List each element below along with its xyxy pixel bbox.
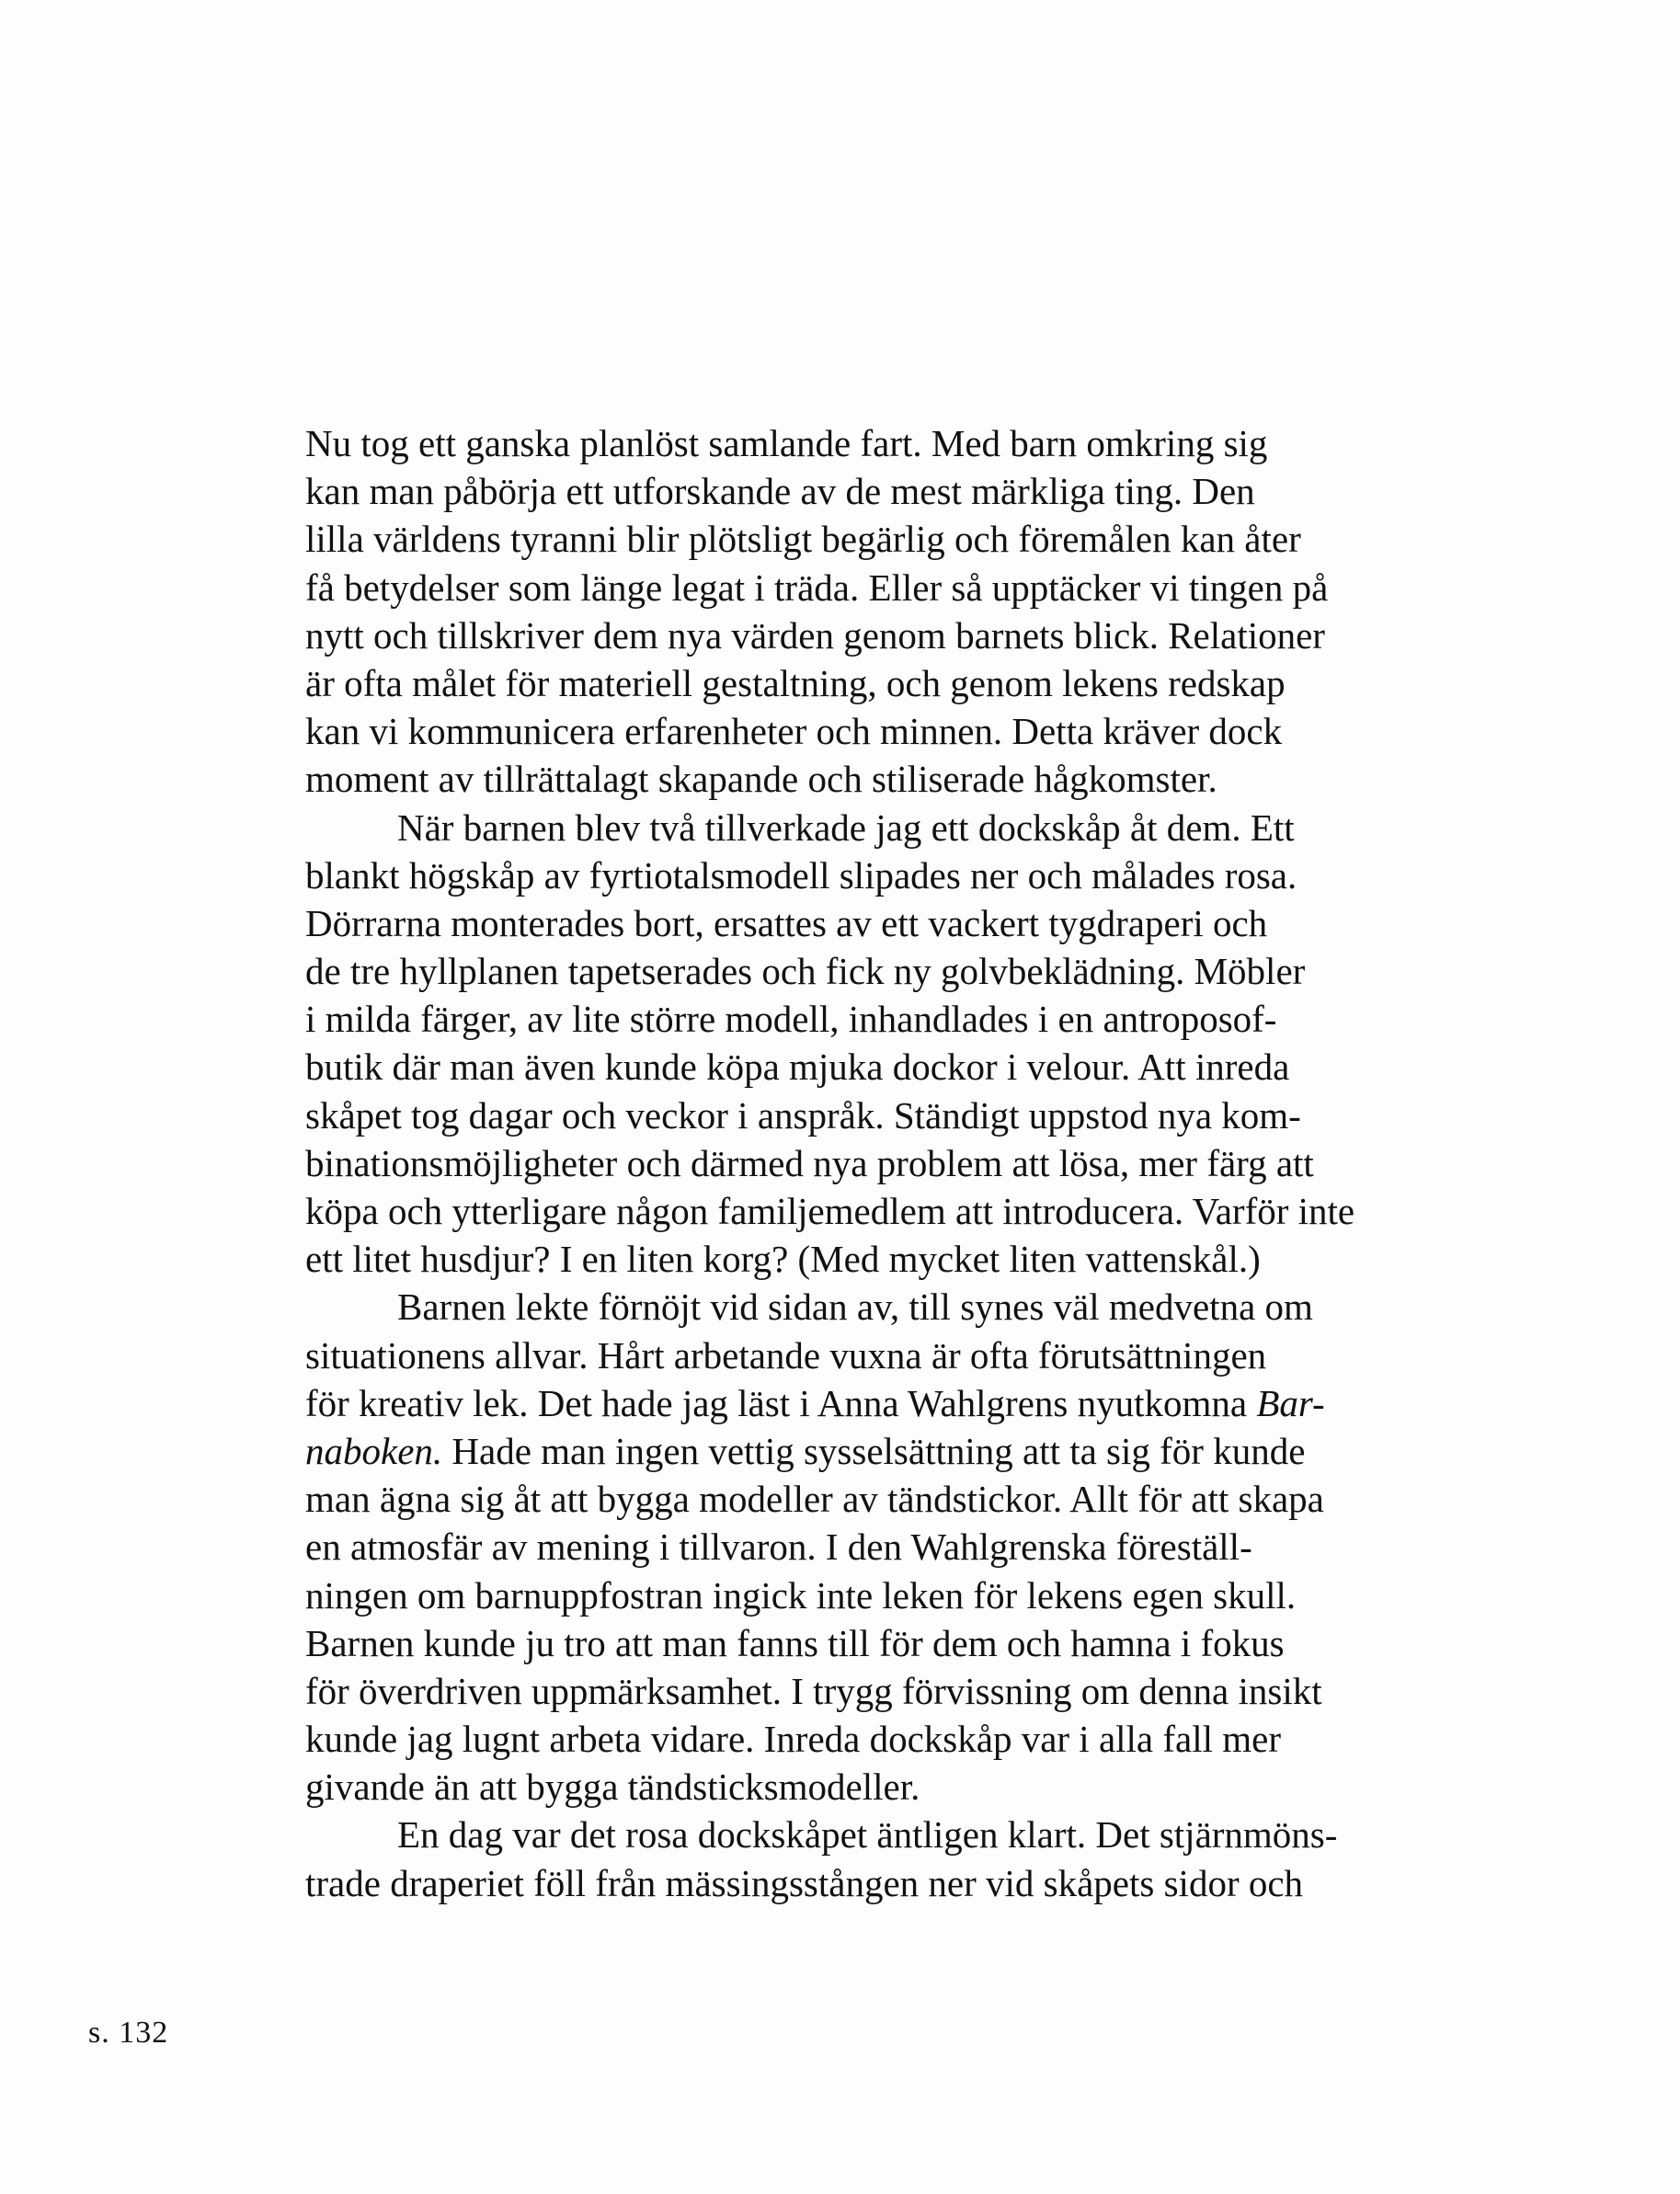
text-line: binationsmöjligheter och därmed nya problem att lösa, mer färg att: [305, 1141, 1314, 1184]
text-line: är ofta målet för materiell gestaltning, och genom lekens redskap: [305, 661, 1286, 704]
text-line: En dag var det rosa dockskåpet äntligen klart. Det stjärnmöns-: [397, 1813, 1338, 1857]
text-line: Dörrarna monterades bort, ersattes av ett vackert tygdraperi och: [305, 901, 1268, 944]
text-line: Barnen kunde ju tro att man fanns till för dem och hamna i fokus: [305, 1621, 1285, 1664]
text-line: kan vi kommunicera erfarenheter och minnen. Detta kräver dock: [305, 710, 1283, 753]
text-line: Nu tog ett ganska planlöst samlande fart. Med barn omkring sig: [305, 422, 1268, 464]
text-line: kunde jag lugnt arbeta vidare. Inreda dockskåp var i alla fall mer: [305, 1718, 1281, 1761]
text-line: i milda färger, av lite större modell, inhandlades i en antroposof-: [305, 998, 1277, 1041]
text-line: moment av tillrättalagt skapande och stiliserade hågkomster.: [305, 758, 1217, 801]
text-segment: för kreativ lek. Det hade jag läst i Anna Wahlgrens nyutkomna: [305, 1381, 1257, 1424]
text-line: [305, 1427, 1409, 1475]
text-line: givande än att bygga tändsticksmodeller.: [305, 1765, 920, 1809]
text-line: de tre hyllplanen tapetserades och fick ny golvbeklädning. Möbler: [305, 950, 1306, 993]
book-title-italic: Bar-: [1256, 1381, 1325, 1424]
text-line: trade draperiet föll från mässingsstången ner vid skåpets sidor och: [305, 1861, 1304, 1904]
text-line: skåpet tog dagar och veckor i anspråk. Ständigt uppstod nya kom-: [305, 1093, 1301, 1137]
text-line: blankt högskåp av fyrtiotalsmodell slipades ner och målades rosa.: [305, 853, 1297, 897]
text-line: ningen om barnuppfostran ingick inte leken för lekens egen skull.: [305, 1573, 1297, 1617]
body-text: [305, 419, 1409, 1907]
text-line: köpa och ytterligare någon familjemedlem att introducera. Varför inte: [305, 1190, 1355, 1232]
text-line: [305, 1379, 1409, 1427]
text-line: När barnen blev två tillverkade jag ett dockskåp åt dem. Ett: [397, 806, 1295, 849]
page-number: s. 132: [88, 2016, 169, 2050]
text-line: kan man påbörja ett utforskande av de mest märkliga ting. Den: [305, 470, 1255, 513]
text-line: en atmosfär av mening i tillvaron. I den Wahlgrenska föreställ-: [305, 1526, 1252, 1569]
text-line: Barnen lekte förnöjt vid sidan av, till synes väl medvetna om: [397, 1286, 1313, 1329]
book-title-italic: naboken.: [305, 1429, 443, 1472]
text-line: för överdriven uppmärksamhet. I trygg förvissning om denna insikt: [305, 1669, 1322, 1712]
text-segment: Hade man ingen vettig sysselsättning att ta sig för kunde: [442, 1429, 1306, 1472]
text-line: lilla världens tyranni blir plötsligt begärlig och föremålen kan åter: [305, 518, 1301, 561]
text-line: ett litet husdjur? I en liten korg? (Med mycket liten vattenskål.): [305, 1238, 1261, 1281]
text-line: få betydelser som länge legat i träda. Eller så upptäcker vi tingen på: [305, 566, 1329, 609]
text-line: nytt och tillskriver dem nya värden genom barnets blick. Relationer: [305, 613, 1325, 657]
text-line: butik där man även kunde köpa mjuka dockor i velour. Att inreda: [305, 1046, 1290, 1089]
text-line: situationens allvar. Hårt arbetande vuxna är ofta förutsättningen: [305, 1333, 1267, 1377]
text-line: man ägna sig åt att bygga modeller av tändstickor. Allt för att skapa: [305, 1478, 1324, 1521]
